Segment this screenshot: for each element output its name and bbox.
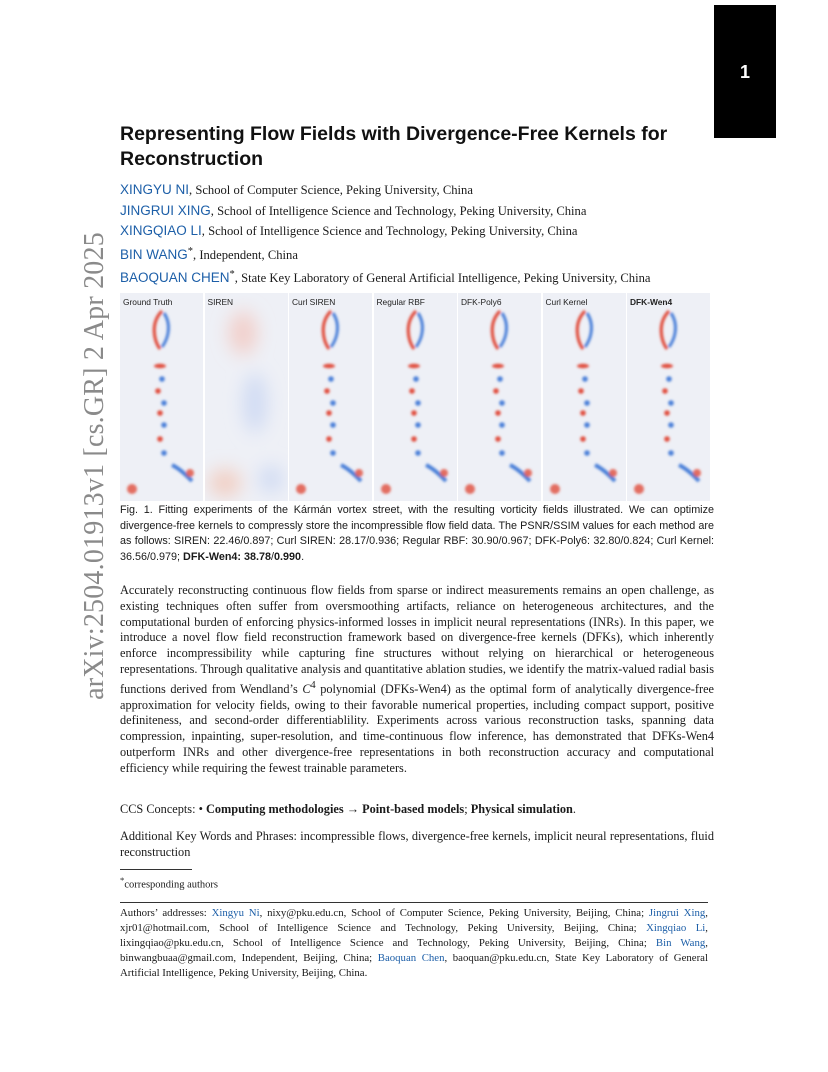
vortex-dot	[582, 376, 588, 382]
vortex-dot	[584, 450, 590, 456]
vortex-dot	[584, 422, 590, 428]
vortex-dot	[668, 450, 674, 456]
vortex-dot	[411, 410, 417, 416]
vortex-dot	[328, 376, 334, 382]
vortex-red	[577, 364, 589, 368]
author-addresses	[120, 906, 708, 981]
vortex-dot	[493, 388, 499, 394]
vortex-dot	[157, 436, 163, 442]
author-line	[120, 201, 720, 222]
vortex-dot	[668, 400, 674, 406]
vortex-group	[209, 311, 283, 497]
vortex-blue	[162, 313, 168, 347]
address-text: , binwangbuaa@gmail.com, Independent, Beijing, China;	[120, 937, 708, 964]
figure-panel	[543, 293, 626, 501]
author-affiliation: , School of Intelligence Science and Technology, Peking University, China	[210, 203, 587, 218]
vortex-red	[577, 311, 585, 349]
caption-highlight: 0.990	[274, 550, 302, 563]
address-text: , nixy@pku.edu.cn, School of Computer Science, Peking University, Beijing, China;	[259, 907, 649, 919]
arxiv-stamp: arXiv:2504.01913v1 [cs.GR] 2 Apr 2025	[79, 231, 110, 700]
author-link[interactable]: Xingyu Ni	[211, 907, 260, 919]
vortex-blue	[500, 313, 506, 347]
vortex-group	[634, 311, 701, 494]
vortex-group	[127, 311, 194, 494]
keywords: Additional Key Words and Phrases: incompressible flows, divergence-free kernels, implicit neural representations, fluid reconstruction	[120, 829, 714, 859]
vortex-red	[492, 364, 504, 368]
vortex-group	[381, 311, 448, 494]
vortex-red	[154, 364, 166, 368]
vortex-dot	[326, 410, 332, 416]
vortex-red	[154, 311, 162, 349]
address-text: , xjr01@hotmail.com, School of Intelligence Science and Technology, Peking University, Beijing, China;	[120, 907, 708, 934]
vortex-red	[550, 484, 560, 494]
vortex-blue	[416, 313, 422, 347]
vortex-dot	[499, 450, 505, 456]
vortex-red	[465, 484, 475, 494]
author-name[interactable]: BIN WANG	[120, 246, 188, 262]
author-link[interactable]: Xingqiao Li	[646, 922, 706, 934]
math-superscript: 4	[310, 679, 316, 691]
figure-panel	[289, 293, 372, 501]
ccs-arrow: →	[343, 802, 363, 816]
vorticity-blob	[229, 311, 257, 355]
vortex-dot	[664, 436, 670, 442]
author-link[interactable]: Baoquan Chen	[377, 952, 445, 964]
author-affiliation: , School of Intelligence Science and Technology, Peking University, China	[201, 224, 578, 238]
author-affiliation: , State Key Laboratory of General Artificial Intelligence, Peking University, China	[234, 271, 651, 286]
address-text: , lixingqiao@pku.edu.cn, School of Intelligence Science and Technology, Peking University, Beijing, China;	[120, 922, 708, 949]
abstract	[120, 583, 714, 777]
vorticity-field	[543, 293, 626, 501]
vortex-red	[381, 484, 391, 494]
vortex-dot	[411, 436, 417, 442]
paper-title: Representing Flow Fields with Divergence-Free Kernels for Reconstruction	[120, 123, 668, 170]
footnote-rule	[120, 869, 192, 870]
panel-label: Regular RBF	[376, 297, 425, 307]
author-link[interactable]: Jingrui Xing	[648, 907, 706, 919]
panel-label: Curl Kernel	[545, 297, 588, 307]
math-symbol: C	[302, 681, 311, 696]
address-text: , baoquan@pku.edu.cn, State Key Laboratory of General Artificial Intelligence, Peking University, Beijing, China.	[120, 952, 708, 979]
vortex-red	[661, 311, 669, 349]
vortex-dot	[495, 410, 501, 416]
ccs-item: Computing methodologies	[205, 802, 344, 816]
vortex-red	[661, 364, 673, 368]
abstract-text: Accurately reconstructing continuous flow fields from sparse or indirect measurements remains an open challenge, as existing techniques often suffer from oversmoothing artifacts, reliance on heterogeneous architectures, and the computational burden of enforcing physics-informed losses in implicit neural representations (INRs). In this paper, we introduce a novel flow field reconstruction framework based on divergence-free kernels (DFKs), which inherently enforce incompressibility while capturing fine structures without relying on hierarchical or heterogeneous representations. Through qualitative analysis and quantitative ablation studies, we identify the matrix-valued radial basis functions derived from Wendland’s	[120, 583, 714, 696]
ccs-item: Physical simulation	[470, 802, 573, 816]
vortex-dot	[330, 450, 336, 456]
vortex-dot	[161, 400, 167, 406]
vortex-red	[127, 484, 137, 494]
author-affiliation: , School of Computer Science, Peking University, China	[189, 183, 473, 197]
vorticity-field	[627, 293, 710, 501]
vortex-dot	[324, 388, 330, 394]
ccs-label: CCS Concepts: •	[120, 802, 206, 816]
vortex-dot	[155, 388, 161, 394]
vortex-red	[355, 469, 363, 477]
vortex-dot	[415, 450, 421, 456]
corresponding-mark: *	[187, 245, 194, 257]
vortex-dot	[499, 400, 505, 406]
vorticity-blob	[243, 373, 267, 433]
author-list	[120, 180, 720, 289]
figure-panel	[458, 293, 541, 501]
vortex-red	[408, 311, 416, 349]
vorticity-field	[205, 293, 288, 501]
figure-panel	[627, 293, 710, 501]
vorticity-field	[374, 293, 457, 501]
vortex-blue	[331, 313, 337, 347]
footnote-mark: *	[120, 875, 125, 885]
vortex-dot	[666, 376, 672, 382]
vortex-dot	[415, 400, 421, 406]
author-name[interactable]: JINGRUI XING	[120, 202, 211, 218]
vorticity-field	[120, 293, 203, 501]
author-name[interactable]: XINGYU NI	[120, 182, 190, 197]
vortex-dot	[580, 410, 586, 416]
caption-highlight: DFK-Wen4: 38.78	[183, 550, 272, 563]
author-line	[120, 221, 720, 242]
vorticity-field	[458, 293, 541, 501]
vorticity-blob	[259, 465, 283, 493]
vortex-red	[609, 469, 617, 477]
vortex-dot	[161, 422, 167, 428]
caption-end: .	[301, 550, 305, 563]
author-link[interactable]: Bin Wang	[655, 937, 706, 949]
author-affiliation: , Independent, China	[193, 247, 298, 262]
vortex-dot	[157, 410, 163, 416]
footnote	[120, 875, 218, 891]
vortex-dot	[330, 422, 336, 428]
address-rule	[120, 902, 708, 903]
panel-label: Curl SIREN	[292, 297, 336, 307]
figure-caption	[120, 503, 714, 565]
vortex-dot	[409, 388, 415, 394]
address-text: Authors’ addresses:	[120, 907, 212, 919]
ccs-end: .	[572, 802, 576, 816]
figure-panel	[374, 293, 457, 501]
vortex-red	[693, 469, 701, 477]
vortex-red	[634, 484, 644, 494]
vortex-dot	[584, 400, 590, 406]
vortex-red	[186, 469, 194, 477]
vortex-dot	[578, 388, 584, 394]
vortex-group	[296, 311, 363, 494]
arxiv-stamp-container	[78, 213, 112, 718]
figure-vorticity-panels	[120, 293, 710, 503]
abstract-text: polynomial (DFKs-Wen4) as the optimal form of analytically divergence-free approximation for velocity fields, owing to their favorable numerical properties, including compact support, positive definiteness, and second-order differentiablility. Experiments across various reconstruction tasks, spanning data compression, inpainting, super-resolution, and time-continuous flow inference, has demonstrated that DFKs-Wen4 outperform INRs and other divergence-free representations in both reconstruction accuracy and computational efficiency while requiring the fewest trainable parameters.	[120, 681, 714, 775]
panel-label: SIREN	[207, 297, 234, 307]
figure-panel	[205, 293, 288, 501]
vortex-dot	[161, 450, 167, 456]
vortex-dot	[159, 376, 165, 382]
footnote-text: corresponding authors	[124, 879, 218, 891]
vortex-dot	[668, 422, 674, 428]
vortex-dot	[326, 436, 332, 442]
vortex-blue	[585, 313, 591, 347]
author-line	[120, 265, 720, 289]
panel-label: DFK-Wen4	[630, 297, 673, 307]
vortex-group	[550, 311, 617, 494]
vortex-dot	[330, 400, 336, 406]
vorticity-blob	[209, 469, 241, 497]
author-name[interactable]: BAOQUAN CHEN	[120, 270, 230, 286]
vortex-dot	[662, 388, 668, 394]
panel-label: Ground Truth	[123, 297, 173, 307]
vortex-dot	[415, 422, 421, 428]
caption-text: Fig. 1. Fitting experiments of the Kármán vortex street, with the resulting vorticity fields illustrated. We can optimize divergence-free kernels to compressly store the incompressible flow field data. The PSNR/SSIM values for each method are as follows: SIREN: 22.46/0.897; Curl SIREN: 28.17/0.936; Regular RBF: 30.90/0.967; DFK-Poly6: 32.80/0.824; Curl Kernel: 36.56/0.979;	[120, 504, 714, 563]
ccs-sep: ;	[464, 802, 471, 816]
vortex-dot	[495, 436, 501, 442]
vortex-red	[323, 311, 331, 349]
vortex-dot	[413, 376, 419, 382]
author-line	[120, 242, 720, 266]
vortex-red	[296, 484, 306, 494]
vorticity-field	[289, 293, 372, 501]
vortex-red	[323, 364, 335, 368]
author-line	[120, 180, 720, 201]
vortex-red	[492, 311, 500, 349]
vortex-dot	[664, 410, 670, 416]
panel-label: DFK-Poly6	[461, 297, 502, 307]
figure-panel	[120, 293, 203, 501]
author-name[interactable]: XINGQIAO LI	[120, 223, 202, 238]
ccs-concepts	[120, 801, 714, 817]
ccs-item: Point-based models	[362, 802, 465, 816]
vortex-dot	[499, 422, 505, 428]
vortex-group	[465, 311, 532, 494]
vortex-dot	[497, 376, 503, 382]
vortex-dot	[580, 436, 586, 442]
page-number: 1	[739, 62, 750, 82]
vortex-blue	[669, 313, 675, 347]
vortex-red	[524, 469, 532, 477]
vortex-red	[408, 364, 420, 368]
vortex-red	[440, 469, 448, 477]
corresponding-mark: *	[229, 269, 235, 281]
caption-slash: /	[271, 550, 275, 563]
